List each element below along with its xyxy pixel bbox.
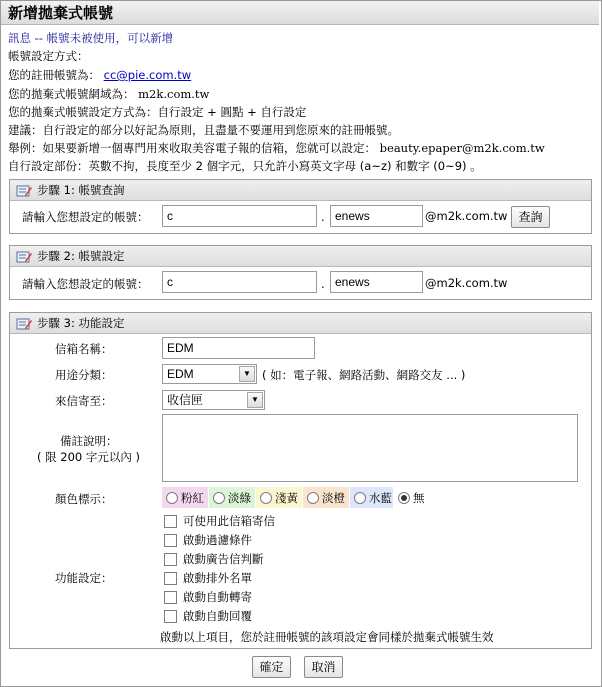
edit-note-icon xyxy=(16,250,32,263)
step1-account-part1-input[interactable]: c xyxy=(162,205,317,227)
note-label: 備註說明： xyxy=(60,434,118,448)
color-option[interactable] xyxy=(303,487,349,508)
step2-dot: . xyxy=(321,277,325,291)
step1-domain: @m2k.com.tw xyxy=(425,209,508,223)
step2-header xyxy=(10,246,591,267)
step1-account-label: 請輸入您想設定的帳號： xyxy=(22,210,149,224)
function-option[interactable] xyxy=(164,589,252,605)
domain-value: m2k.com.tw xyxy=(138,87,210,101)
category-value: EDM xyxy=(167,367,194,381)
cancel-button[interactable]: 取消 xyxy=(304,656,343,678)
function-checkbox[interactable] xyxy=(164,591,177,604)
function-option-label: 啟動排外名單 xyxy=(183,571,252,585)
registered-account-link[interactable]: cc@pie.com.tw xyxy=(103,68,192,82)
color-option-label: 無 xyxy=(413,490,425,505)
function-checkbox[interactable] xyxy=(164,610,177,623)
category-select[interactable] xyxy=(162,364,257,384)
function-checkbox[interactable] xyxy=(164,515,177,528)
function-note: 啟動以上項目，您於註冊帳號的該項設定會同樣於拋棄式帳號生效 xyxy=(160,630,494,644)
step1-dot: . xyxy=(321,210,325,224)
step2-domain: @m2k.com.tw xyxy=(425,276,508,290)
step2-account-label: 請輸入您想設定的帳號： xyxy=(22,277,149,291)
function-option-label: 可使用此信箱寄信 xyxy=(183,514,275,528)
color-radio[interactable] xyxy=(166,492,178,504)
registered-account-line xyxy=(8,67,191,83)
step3-header xyxy=(10,313,591,334)
function-checkbox[interactable] xyxy=(164,553,177,566)
color-option[interactable] xyxy=(162,487,208,508)
page-title: 新增拋棄式帳號 xyxy=(1,1,599,25)
color-option-label: 淡綠 xyxy=(228,490,251,505)
advice-line: 建議：自行設定的部分以好記為原則，且盡量不要運用到您原來的註冊帳號。 xyxy=(8,123,399,137)
color-option[interactable] xyxy=(256,487,302,508)
function-option-label: 啟動自動回覆 xyxy=(183,609,252,623)
example-line xyxy=(8,140,545,156)
registered-account-prefix: 您的註冊帳號為： xyxy=(8,68,100,82)
function-option-label: 啟動廣告信判斷 xyxy=(183,552,264,566)
color-option-label: 粉紅 xyxy=(181,490,204,505)
example-prefix: 舉例：如果要新增一個專門用來收取美容電子報的信箱，您就可以設定： xyxy=(8,141,376,155)
step2-title: 步驟 2: 帳號設定 xyxy=(37,248,125,263)
color-radio[interactable] xyxy=(354,492,366,504)
category-label: 用途分類： xyxy=(55,368,113,382)
category-hint: ( 如：電子報、網路活動、網路交友 ... ) xyxy=(262,368,466,382)
function-label: 功能設定： xyxy=(55,571,113,585)
step1-header xyxy=(10,180,591,201)
deliver-value: 收信匣 xyxy=(167,393,204,407)
step1-title: 步驟 1: 帳號查詢 xyxy=(37,182,125,197)
query-button[interactable]: 查詢 xyxy=(511,206,550,228)
edit-note-icon xyxy=(16,184,32,197)
example-value: beauty.epaper@m2k.com.tw xyxy=(379,141,545,155)
color-option-label: 淡橙 xyxy=(322,490,345,505)
function-option[interactable] xyxy=(164,551,264,567)
note-limit: ( 限 200 字元以內 ) xyxy=(37,450,141,464)
confirm-button[interactable]: 確定 xyxy=(252,656,291,678)
color-option[interactable] xyxy=(209,487,255,508)
note-textarea[interactable] xyxy=(162,414,578,482)
deliver-select[interactable] xyxy=(162,390,265,410)
function-checkbox[interactable] xyxy=(164,534,177,547)
color-radio[interactable] xyxy=(398,492,410,504)
function-checkbox[interactable] xyxy=(164,572,177,585)
status-message: 訊息 -- 帳號未被使用，可以新增 xyxy=(8,31,174,45)
color-option-label: 淺黃 xyxy=(275,490,298,505)
method-line: 您的拋棄式帳號設定方式為：自行設定 + 圓點 + 自行設定 xyxy=(8,105,307,119)
mailbox-name-label: 信箱名稱： xyxy=(55,342,113,356)
color-radio[interactable] xyxy=(213,492,225,504)
color-option[interactable] xyxy=(394,487,430,508)
step3-title: 步驟 3: 功能設定 xyxy=(37,315,125,330)
function-option[interactable] xyxy=(164,570,252,586)
step2-account-part2-input[interactable]: enews xyxy=(330,271,423,293)
domain-prefix: 您的拋棄式帳號網域為： xyxy=(8,87,135,101)
color-option[interactable] xyxy=(350,487,393,508)
chevron-down-icon[interactable]: ▼ xyxy=(247,392,263,408)
chevron-down-icon[interactable]: ▼ xyxy=(239,366,255,382)
color-option-label: 水藍 xyxy=(369,490,392,505)
color-label: 顏色標示： xyxy=(55,492,113,506)
setup-method-label: 帳號設定方式： xyxy=(8,49,89,63)
rule-line: 自行設定部份：英數不拘，長度至少 2 個字元，只允許小寫英文字母 (a~z) 和數字 (0~9) 。 xyxy=(8,159,482,173)
color-radio[interactable] xyxy=(307,492,319,504)
edit-note-icon xyxy=(16,317,32,330)
deliver-label: 來信寄至： xyxy=(55,394,113,408)
function-option[interactable] xyxy=(164,532,252,548)
mailbox-name-input[interactable]: EDM xyxy=(162,337,315,359)
function-option[interactable] xyxy=(164,608,252,624)
function-option[interactable] xyxy=(164,513,275,529)
step2-account-part1-input[interactable]: c xyxy=(162,271,317,293)
domain-line xyxy=(8,86,209,102)
color-radio[interactable] xyxy=(260,492,272,504)
step1-account-part2-input[interactable]: enews xyxy=(330,205,423,227)
function-option-label: 啟動自動轉寄 xyxy=(183,590,252,604)
function-option-label: 啟動過濾條件 xyxy=(183,533,252,547)
